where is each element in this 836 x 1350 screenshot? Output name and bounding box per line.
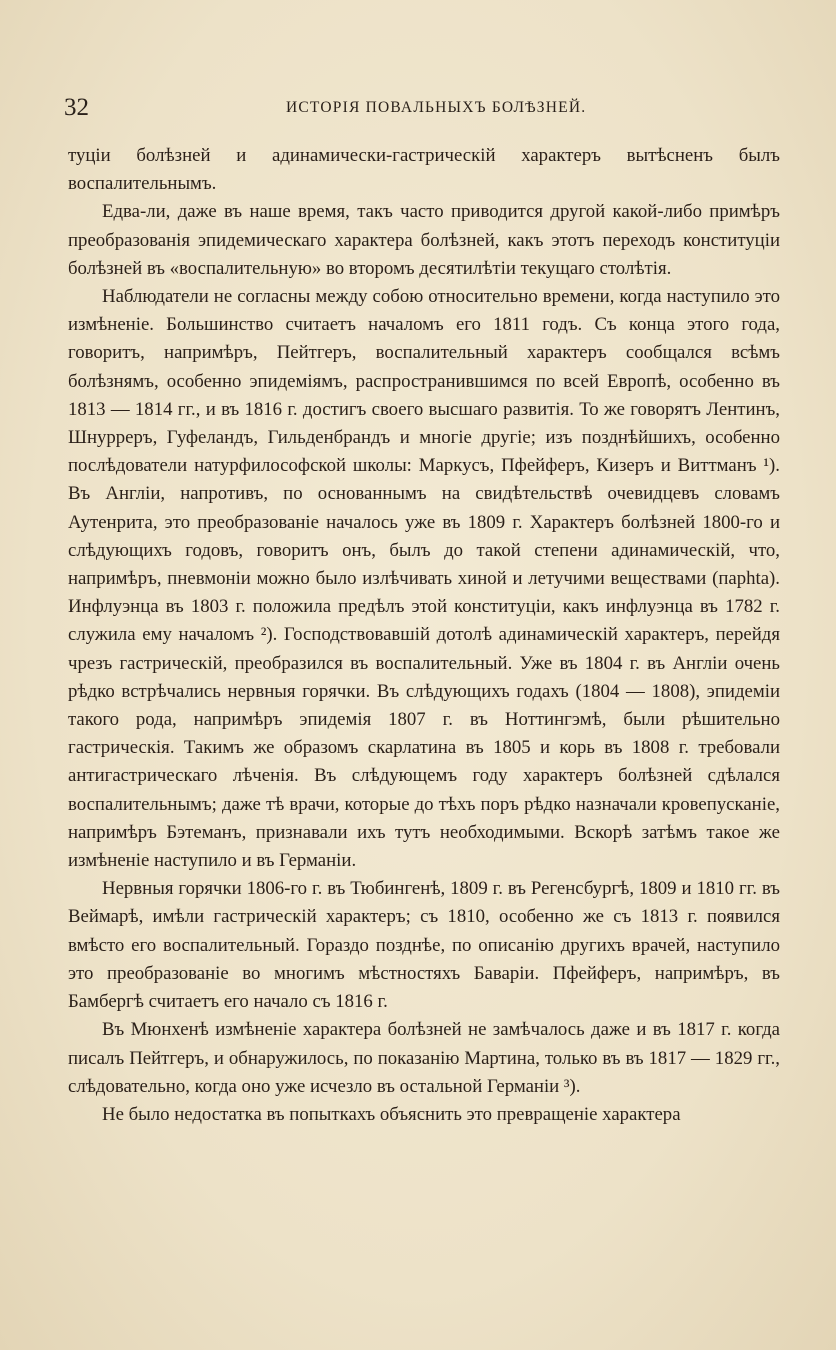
- paragraph: Въ Мюнхенѣ измѣненіе характера болѣзней не замѣчалось даже и въ 1817 г. когда писалъ Пейтгеръ, и обнаружилось, по показанію Мартина, только въ въ 1817 — 1829 гг., слѣдовательно, когда оно уже исчезло въ остальной Германіи ³).: [68, 1019, 780, 1097]
- paragraph: Нервныя горячки 1806-го г. въ Тюбингенѣ, 1809 г. въ Регенсбургѣ, 1809 и 1810 гг. въ Веймарѣ, имѣли гастрическій характеръ; съ 1810, особенно же съ 1813 г. появился вмѣсто его воспалительный. Гораздо позднѣе, по описанію другихъ врачей, наступило это преобразованіе во многимъ мѣстностяхъ Баваріи. Пфейферъ, напримѣръ, въ Бамбергѣ считаетъ его начало съ 1816 г.: [68, 878, 780, 1013]
- paragraph: Наблюдатели не согласны между собою относительно времени, когда наступило это измѣненіе. Большинство считаетъ началомъ его 1811 годъ. Съ конца этого года, говоритъ, напримѣръ, Пейтгеръ, воспалительный характеръ сообщался всѣмъ болѣзнямъ, особенно эпидеміямъ, распространившимся по всей Европѣ, особенно въ 1813 — 1814 гг., и въ 1816 г. достигъ своего высшаго развитія. То же говорятъ Лентинъ, Шнуррeръ, Гуфеландъ, Гильденбрандъ и многіе другіе; изъ позднѣйшихъ, особенно послѣдователи натурфилософской школы: Маркусъ, Пфейферъ, Кизеръ и Виттманъ ¹). Въ Англіи, напротивъ, по основаннымъ на свидѣтельствѣ очевидцевъ словамъ Аутенрита, это преобразованіе началось уже въ 1809 г. Характеръ болѣзней 1800-го и слѣдующихъ годовъ, говоритъ онъ, былъ до такой степени адинамическій, что, напримѣръ, пневмоніи можно было излѣчивать хиной и летучими веществами (парhta). Инфлуэнца въ 1803 г. положила предѣлъ этой конституціи, какъ инфлуэнца въ 1782 г. служила ему началомъ ²). Господствовавшій дотолѣ адинамическій характеръ, перейдя чрезъ гастрическій, преобразился въ воспалительный. Уже въ 1804 г. въ Англіи очень рѣдко встрѣчались нервныя горячки. Въ слѣдующихъ годахъ (1804 — 1808), эпидеміи такого рода, напримѣръ эпидемія 1807 г. въ Ноттингэмѣ, были рѣшительно гастрическія. Такимъ же образомъ скарлатина въ 1805 и корь въ 1808 г. требовали антигастрическаго лѣченія. Въ слѣдующемъ году характеръ болѣзней сдѣлался воспалительнымъ; даже тѣ врачи, которые до тѣхъ поръ рѣдко назначали кровепусканіе, напримѣръ Бэтеманъ, признавали ихъ тутъ необходимыми. Вскорѣ затѣмъ такое же измѣненіе наступило и въ Германіи.: [68, 286, 780, 872]
- paragraph: Не было недостатка въ попыткахъ объяснить это превращеніе характера: [102, 1103, 681, 1125]
- paragraph: Едва-ли, даже въ наше время, такъ часто приводится другой какой-либо примѣръ преобразованія эпидемическаго характера болѣзней, какъ этотъ переходъ конституціи болѣзней въ «воспалительную» во второмъ десятилѣтіи текущаго столѣтія.: [68, 201, 780, 279]
- page-header: [64, 92, 780, 124]
- page-number: 32: [64, 94, 89, 121]
- running-title: ИСТОРІЯ ПОВАЛЬНЫХЪ БОЛѢЗНЕЙ.: [286, 99, 587, 116]
- body-text: [68, 142, 780, 1129]
- paragraph-continuation: туціи болѣзней и адинамически-гастрическій характеръ вытѣсненъ былъ воспалительнымъ.: [68, 145, 780, 195]
